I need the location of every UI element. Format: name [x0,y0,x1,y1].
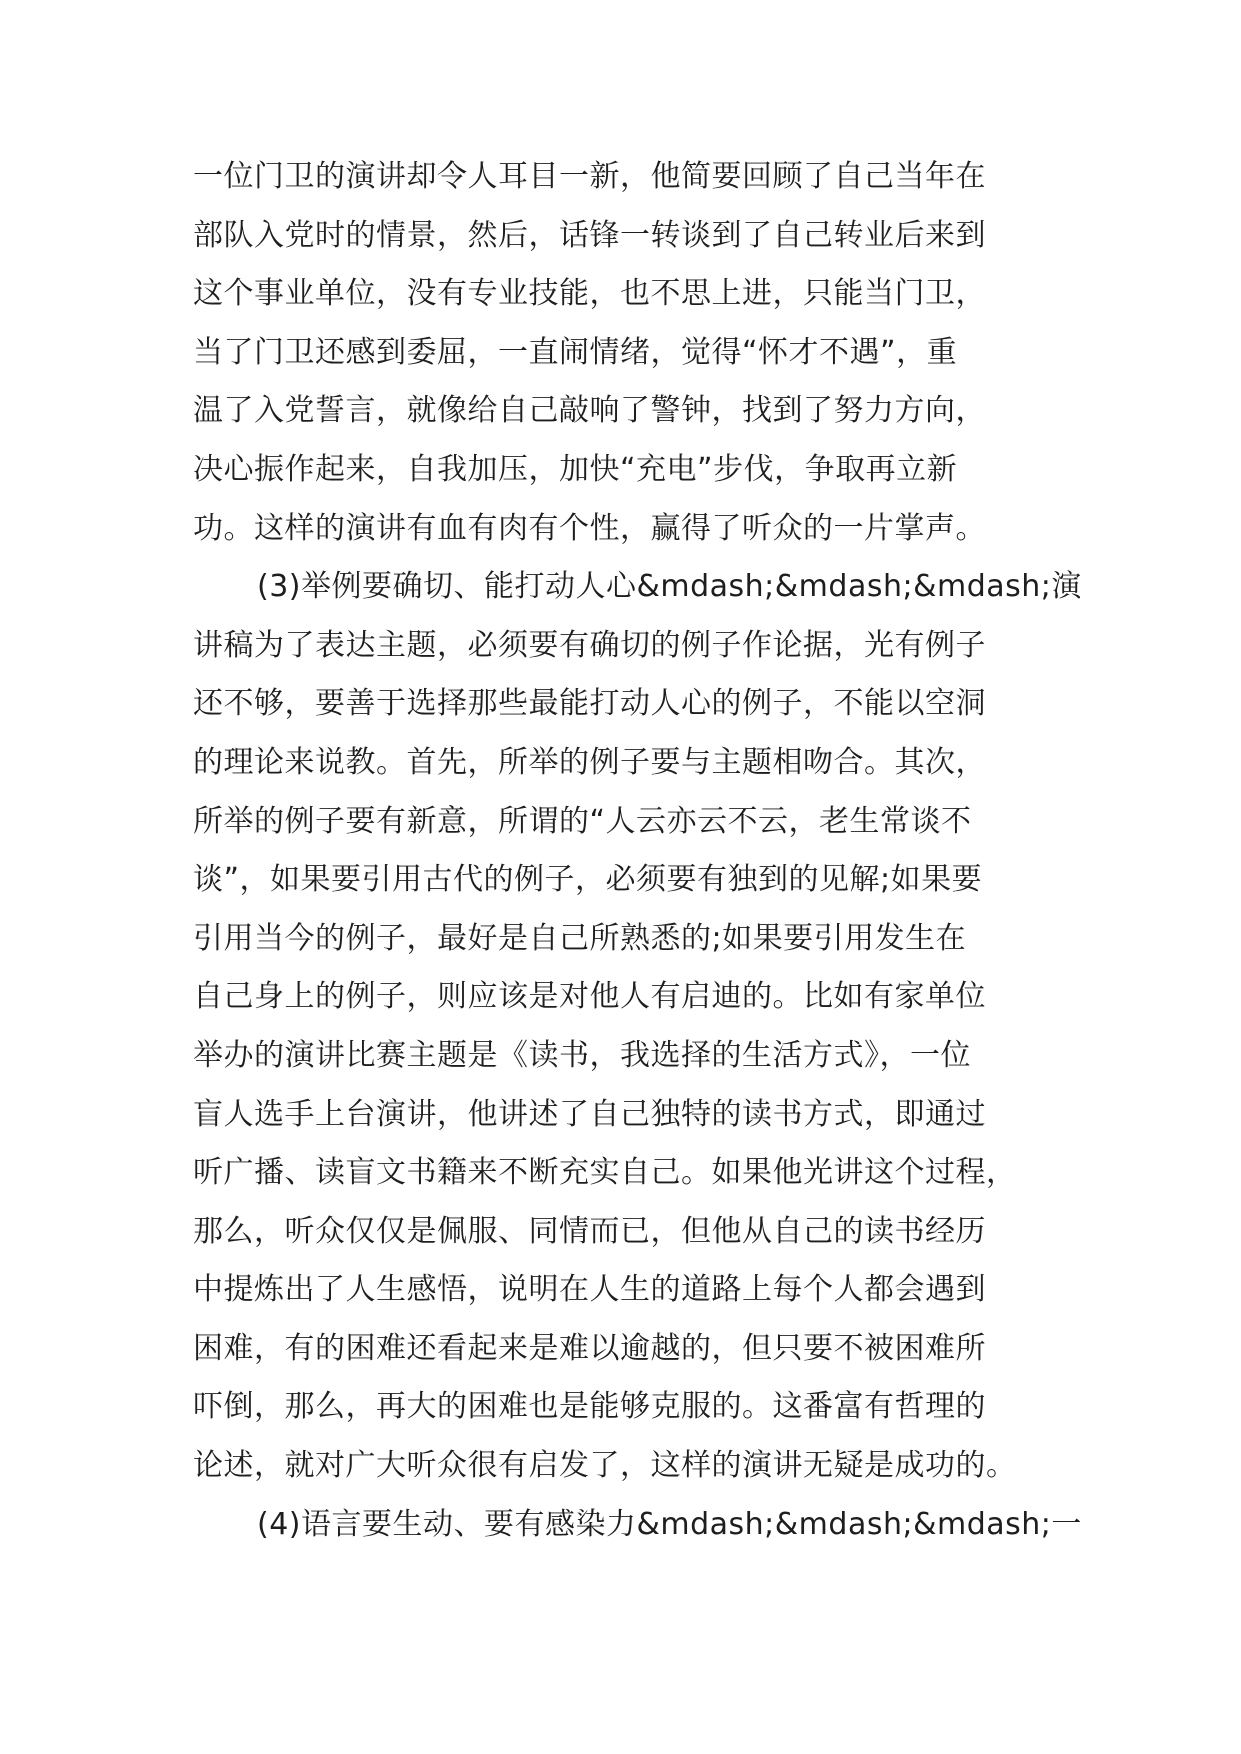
text-line: 引用当今的例子，最好是自己所熟悉的;如果要引用发生在 [193,920,967,956]
paragraph-heading-4: (4)语言要生动、要有感染力&mdash;&mdash;&mdash;一 [257,1506,1082,1542]
text-line: 困难，有的困难还看起来是难以逾越的，但只要不被困难所 [193,1330,986,1366]
text-line: 功。这样的演讲有血有肉有个性，赢得了听众的一片掌声。 [193,510,986,546]
body-text [193,148,1082,1554]
text-line: 所举的例子要有新意，所谓的“人云亦云不云，老生常谈不 [193,803,972,839]
text-line: 举办的演讲比赛主题是《读书，我选择的生活方式》，一位 [193,1037,971,1073]
text-line: 一位门卫的演讲却令人耳目一新，他简要回顾了自己当年在 [193,159,986,194]
paragraph-heading-3: (3)举例要确切、能打动人心&mdash;&mdash;&mdash;演 [257,569,1082,605]
text-line: 那么，听众仅仅是佩服、同情而已，但他从自己的读书经历 [193,1213,986,1249]
text-line: 温了入党誓言，就像给自己敲响了警钟，找到了努力方向， [193,393,986,429]
text-line: 决心振作起来，自我加压，加快“充电”步伐，争取再立新 [193,451,958,487]
text-line: 当了门卫还感到委屈，一直闹情绪，觉得“怀才不遇”，重 [193,334,958,370]
text-line: 吓倒，那么，再大的困难也是能够克服的。这番富有哲理的 [193,1389,986,1425]
text-line: 自己身上的例子，则应该是对他人有启迪的。比如有家单位 [193,979,986,1015]
text-line: 论述，就对广大听众很有启发了，这样的演讲无疑是成功的。 [193,1448,1017,1484]
text-line: 听广播、读盲文书籍来不断充实自己。如果他光讲这个过程， [193,1155,1017,1191]
text-line: 这个事业单位，没有专业技能，也不思上进，只能当门卫， [193,276,986,312]
text-line: 盲人选手上台演讲，他讲述了自己独特的读书方式，即通过 [193,1096,986,1132]
text-line: 的理论来说教。首先，所举的例子要与主题相吻合。其次， [193,744,986,780]
text-line: 中提炼出了人生感悟，说明在人生的道路上每个人都会遇到 [193,1272,986,1308]
text-line: 谈”，如果要引用古代的例子，必须要有独到的见解;如果要 [193,862,983,898]
text-line: 讲稿为了表达主题，必须要有确切的例子作论据，光有例子 [193,627,986,663]
text-line: 部队入党时的情景，然后，话锋一转谈到了自己转业后来到 [193,217,986,253]
text-line: 还不够，要善于选择那些最能打动人心的例子，不能以空洞 [193,686,986,722]
